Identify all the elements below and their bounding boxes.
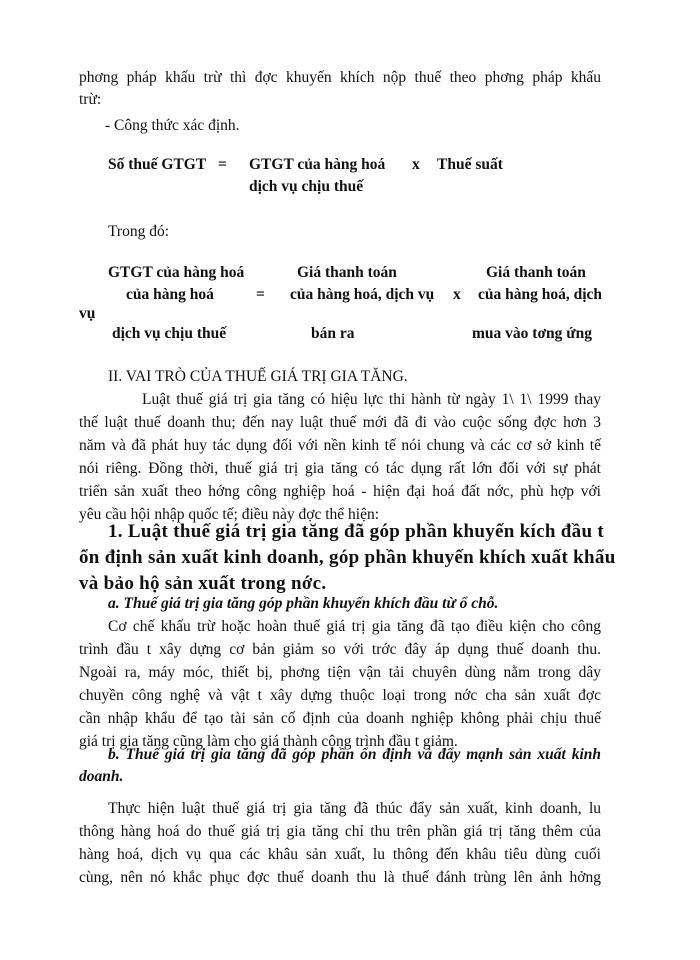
- formula1-term1-line1: GTGT của hàng hoá: [249, 156, 386, 173]
- formula1-term2: Thuế suất: [437, 156, 503, 173]
- intro-line-1: phơng pháp khấu trừ thì đợc khuyến khích nộp thuế theo phơng pháp khấu: [79, 69, 601, 86]
- subsection-b-line-4: cùng, nên nó khắc phục đợc thuế doanh thu là thuế đánh trùng lên ảnh hởng: [79, 869, 601, 886]
- section-para-line-2: thế luật thuế doanh thu; đến nay luật thuế mới đã đi vào cuộc sống đợc hơn 3: [79, 414, 601, 431]
- subsection-b-title-line-2: doanh.: [79, 768, 124, 785]
- formula-bullet: - Công thức xác định.: [105, 117, 240, 134]
- section-para-line-1: Luật thuế giá trị gia tăng có hiệu lực thi hành từ ngày 1\ 1\ 1999 thay: [142, 391, 601, 408]
- subsection-a-line-3: Ngoài ra, máy móc, thiết bị, phơng tiện vận tải chuyên dùng nằm trong dây: [79, 664, 601, 681]
- subsection-a-line-6: giá trị gia tăng cũng làm cho giá thành cộng trình đầu t giảm.: [79, 733, 458, 750]
- formula1-term1-line2: dịch vụ chịu thuế: [249, 178, 364, 195]
- formula2-mid-line1: Giá thanh toán: [297, 264, 397, 281]
- subsection-a-line-5: cần nhập khẩu để tạo tài sản cố định của doanh nghiệp không phải chịu thuế: [79, 710, 601, 727]
- formula2-right-line2: của hàng hoá, dịch: [478, 286, 603, 303]
- subsection-b-line-2: thông hàng hoá do thuế giá trị gia tăng chỉ thu trên phần giá trị tăng thêm của: [79, 823, 601, 840]
- formula2-right-line3: mua vào tơng ứng: [472, 325, 592, 342]
- subsection-b-line-3: hàng hoá, dịch vụ qua các khâu sản xuất, lu thông đến khâu tiêu dùng cuối: [79, 846, 601, 863]
- formula2-lhs-line2: của hàng hoá: [126, 286, 214, 303]
- formula1-equals: =: [218, 156, 227, 173]
- section-para-line-3: năm và đã phát huy tác dụng đối với nền kinh tế nói chung và các cơ sở kinh tế: [79, 437, 601, 454]
- subsection-b-title-line-1: b. Thuế giá trị gia tăng đã góp phần ổn định và đẩy mạnh sản xuất kinh: [108, 746, 601, 763]
- section-para-line-5: triển sản xuất theo hớng công nghiệp hoá - hiện đại hoá đất nớc, phù hợp với: [79, 483, 601, 500]
- subsection-a-title: a. Thuế giá trị gia tăng góp phần khuyến khích đầu từ ổ chỗ.: [108, 595, 499, 612]
- subsection-b-line-1: Thực hiện luật thuế giá trị gia tăng đã thúc đẩy sản xuất, kinh doanh, lu: [108, 800, 601, 817]
- formula1-lhs: Số thuế GTGT: [108, 156, 207, 173]
- formula2-mid-line2: của hàng hoá, dịch vụ: [290, 286, 435, 303]
- section-para-line-6: yêu cầu hội nhập quốc tế; điều này đợc thể hiện:: [79, 506, 380, 523]
- where-label: Trong đó:: [108, 223, 170, 240]
- formula2-mid-line3: bán ra: [311, 325, 355, 342]
- heading-1-line-1: 1. Luật thuế giá trị gia tăng đã góp phần khuyến kích đầu t: [108, 521, 604, 542]
- heading-1-line-2: ổn định sản xuất kinh doanh, góp phần khuyến khích xuất khẩu: [79, 547, 616, 568]
- subsection-a-line-4: chuyền công nghệ và vật t xây dựng thuộc loại trong nớc cha sản xuất đợc: [79, 687, 601, 704]
- formula2-right-line1: Giá thanh toán: [486, 264, 586, 281]
- subsection-a-line-1: Cơ chế khấu trừ hoặc hoàn thuế giá trị gia tăng đã tạo điều kiện cho công: [108, 618, 601, 635]
- formula2-times: x: [453, 286, 461, 303]
- formula2-equals: =: [256, 286, 265, 303]
- section-para-line-4: nói riêng. Đồng thời, thuế giá trị gia tăng có tác dụng rất lớn đối với sự phát: [79, 460, 601, 477]
- formula2-lhs-line3: vụ: [79, 305, 96, 322]
- formula1-times: x: [412, 156, 420, 173]
- subsection-a-line-2: trình đầu t xây dựng cơ bản giảm so với trớc đây áp dụng thuế doanh thu.: [79, 641, 601, 658]
- intro-line-2: trừ:: [79, 91, 102, 108]
- heading-1-line-3: và bảo hộ sản xuất trong nớc.: [79, 573, 327, 594]
- section-heading: II. VAI TRÒ CỦA THUẾ GIÁ TRỊ GIA TĂNG.: [108, 368, 408, 385]
- formula2-lhs-line4: dịch vụ chịu thuế: [112, 325, 227, 342]
- formula2-lhs-line1: GTGT của hàng hoá: [108, 264, 245, 281]
